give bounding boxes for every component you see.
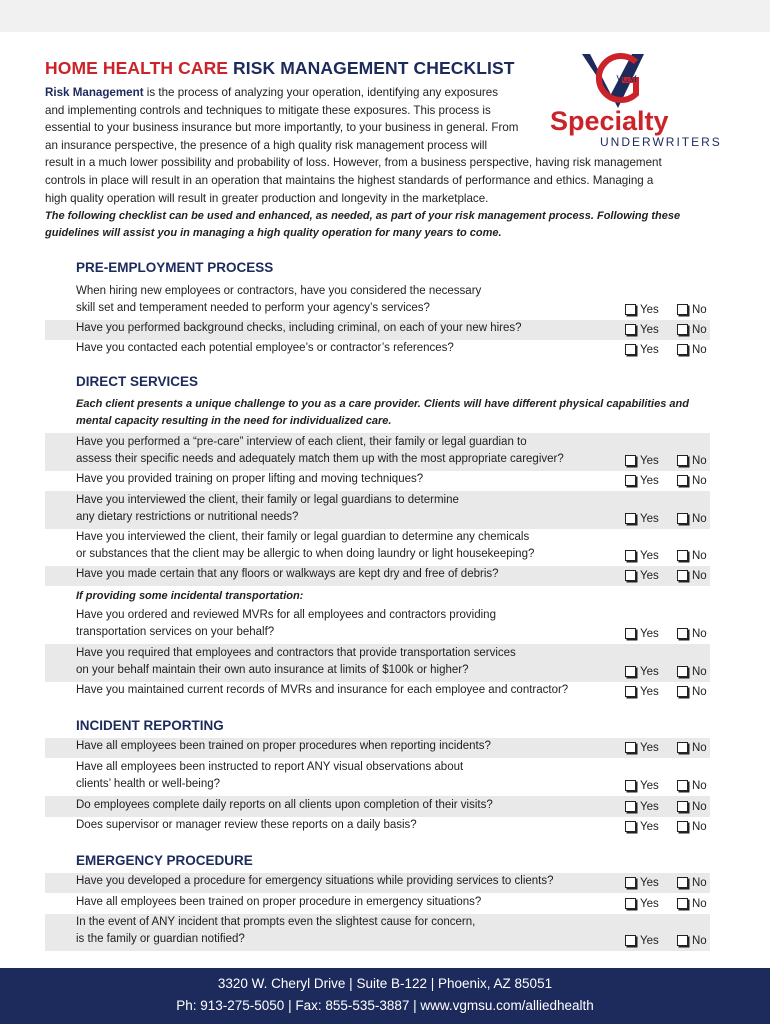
no-checkbox[interactable]: [677, 455, 688, 466]
yes-option[interactable]: Yes: [625, 933, 659, 948]
no-option[interactable]: No: [677, 740, 707, 755]
question-text: Have all employees been instructed to report ANY visual observations about clients’ health or well-being?: [76, 761, 464, 790]
no-option[interactable]: No: [677, 778, 707, 793]
title-rest: RISK MANAGEMENT CHECKLIST: [233, 58, 515, 78]
no-checkbox[interactable]: [677, 898, 688, 909]
no-option[interactable]: No: [677, 302, 707, 317]
question-text: Have you interviewed the client, their family or legal guardian to determine any chemicals or substances that the client may be allergic to when doing laundry or light housekeeping?: [76, 531, 535, 560]
no-option[interactable]: No: [677, 322, 707, 337]
no-checkbox[interactable]: [677, 666, 688, 677]
footer: [0, 968, 770, 1024]
yes-checkbox[interactable]: [625, 455, 636, 466]
no-checkbox[interactable]: [677, 821, 688, 832]
no-checkbox[interactable]: [677, 324, 688, 335]
question-text: Have you ordered and reviewed MVRs for all employees and contractors providing transportation services on your behalf?: [76, 609, 496, 638]
checklist-row: [45, 606, 710, 644]
no-option[interactable]: No: [677, 626, 707, 641]
yes-checkbox[interactable]: [625, 742, 636, 753]
yes-checkbox[interactable]: [625, 821, 636, 832]
no-checkbox[interactable]: [677, 570, 688, 581]
section-title-pre-employment: PRE-EMPLOYMENT PROCESS: [76, 260, 274, 275]
yes-option[interactable]: Yes: [625, 322, 659, 337]
yes-option[interactable]: Yes: [625, 511, 659, 526]
checklist-row: [45, 738, 710, 758]
footer-contact: Ph: 913-275-5050 | Fax: 855-535-3887 | www.vgmsu.com/alliedhealth: [176, 998, 594, 1013]
question-text: Have you developed a procedure for emergency situations while providing services to clients?: [76, 875, 554, 887]
page-title: [45, 58, 515, 79]
no-option[interactable]: No: [677, 342, 707, 357]
yes-option[interactable]: Yes: [625, 473, 659, 488]
question-text: Have you provided training on proper lifting and moving techniques?: [76, 473, 424, 485]
no-checkbox[interactable]: [677, 344, 688, 355]
yes-option[interactable]: Yes: [625, 684, 659, 699]
viewer-top-bar: [0, 0, 770, 32]
yes-option[interactable]: Yes: [625, 778, 659, 793]
yes-option[interactable]: Yes: [625, 740, 659, 755]
yes-checkbox[interactable]: [625, 686, 636, 697]
no-checkbox[interactable]: [677, 475, 688, 486]
intro-line: and implementing controls and techniques to mitigate these exposures. This process is: [45, 103, 491, 117]
no-checkbox[interactable]: [677, 550, 688, 561]
yes-checkbox[interactable]: [625, 898, 636, 909]
yes-checkbox[interactable]: [625, 475, 636, 486]
no-option[interactable]: No: [677, 511, 707, 526]
section-title-direct-services: DIRECT SERVICES: [76, 374, 199, 389]
no-checkbox[interactable]: [677, 742, 688, 753]
no-checkbox[interactable]: [677, 935, 688, 946]
no-option[interactable]: No: [677, 664, 707, 679]
direct-services-note: Each client presents a unique challenge to you as a care provider. Clients will have different physical capabilities and mental capacity resulting in the need for individualized care.: [76, 398, 689, 427]
yes-option[interactable]: Yes: [625, 799, 659, 814]
checklist-row: [45, 644, 710, 682]
question-text: Have you contacted each potential employee’s or contractor’s references?: [76, 342, 454, 354]
no-checkbox[interactable]: [677, 780, 688, 791]
yes-checkbox[interactable]: [625, 344, 636, 355]
no-option[interactable]: No: [677, 568, 707, 583]
yes-checkbox[interactable]: [625, 801, 636, 812]
yes-option[interactable]: Yes: [625, 453, 659, 468]
question-text: Do employees complete daily reports on all clients upon completion of their visits?: [76, 799, 493, 811]
yes-checkbox[interactable]: [625, 304, 636, 315]
question-text: Have you performed background checks, including criminal, on each of your new hires?: [76, 322, 522, 334]
no-option[interactable]: No: [677, 875, 707, 890]
intro-text: is the process of analyzing your operation, identifying any exposures: [143, 86, 499, 99]
yes-option[interactable]: Yes: [625, 875, 659, 890]
no-option[interactable]: No: [677, 896, 707, 911]
question-text: Have you interviewed the client, their family or legal guardians to determine any dietary restrictions or nutritional needs?: [76, 494, 459, 523]
yes-option[interactable]: Yes: [625, 568, 659, 583]
yes-option[interactable]: Yes: [625, 342, 659, 357]
intro-line: [45, 84, 710, 102]
intro-line: controls in place will result in an operation that maintains the highest standards of performance and ethics. Managing a: [45, 173, 654, 187]
no-option[interactable]: No: [677, 933, 707, 948]
no-option[interactable]: No: [677, 453, 707, 468]
section-title-emergency-procedure: EMERGENCY PROCEDURE: [76, 853, 253, 868]
intro-line: essential to your business insurance but more importantly, to your business in general. From: [45, 121, 519, 135]
yes-checkbox[interactable]: [625, 935, 636, 946]
logo-letters: VGM: [616, 74, 638, 84]
question-text: In the event of ANY incident that prompts even the slightest cause for concern, is the family or guardian notified?: [76, 916, 476, 945]
checklist-row: [45, 796, 710, 817]
checklist-row: [45, 340, 710, 360]
no-checkbox[interactable]: [677, 513, 688, 524]
yes-option[interactable]: Yes: [625, 302, 659, 317]
document-page: [0, 32, 770, 968]
question-text: When hiring new employees or contractors, have you considered the necessary skill set and temperament needed to perform your agency’s services?: [76, 285, 482, 314]
section-title-incident-reporting: INCIDENT REPORTING: [76, 718, 224, 733]
checklist-row: [45, 914, 710, 951]
checklist-row: [45, 471, 710, 491]
logo-name: Specialty: [550, 106, 669, 136]
no-option[interactable]: No: [677, 684, 707, 699]
yes-option[interactable]: Yes: [625, 664, 659, 679]
intro-line: an insurance perspective, the presence of a high quality risk management process will: [45, 138, 488, 152]
checklist-row: [45, 566, 710, 586]
footer-address: 3320 W. Cheryl Drive | Suite B-122 | Phoenix, AZ 85051: [217, 976, 553, 991]
question-text: Does supervisor or manager review these reports on a daily basis?: [76, 819, 417, 831]
question-text: Have all employees been trained on proper procedure in emergency situations?: [76, 896, 482, 908]
yes-checkbox[interactable]: [625, 550, 636, 561]
no-checkbox[interactable]: [677, 801, 688, 812]
yes-option[interactable]: Yes: [625, 819, 659, 834]
checklist-row: [45, 893, 710, 914]
checklist-row: [45, 491, 710, 529]
guidelines-line: guidelines will assist you in managing a high quality operation for many years to come.: [45, 227, 502, 239]
yes-checkbox[interactable]: [625, 513, 636, 524]
yes-checkbox[interactable]: [625, 324, 636, 335]
yes-checkbox[interactable]: [625, 570, 636, 581]
yes-checkbox[interactable]: [625, 780, 636, 791]
checklist-row: [45, 682, 710, 702]
intro-line: result in a much lower possibility and probability of loss. However, from a business perspective, having risk management: [45, 156, 662, 170]
checklist-row: [45, 817, 710, 837]
title-highlight: HOME HEALTH CARE: [45, 58, 229, 78]
checklist-row: [45, 529, 710, 566]
no-option[interactable]: No: [677, 473, 707, 488]
checklist-row: [45, 282, 710, 320]
checklist-row: [45, 873, 710, 893]
transportation-note: If providing some incidental transportation:: [76, 590, 304, 602]
yes-option[interactable]: Yes: [625, 626, 659, 641]
logo-sub: UNDERWRITERS: [600, 135, 722, 149]
yes-checkbox[interactable]: [625, 666, 636, 677]
no-checkbox[interactable]: [677, 628, 688, 639]
no-option[interactable]: No: [677, 548, 707, 563]
no-option[interactable]: No: [677, 819, 707, 834]
yes-option[interactable]: Yes: [625, 896, 659, 911]
yes-checkbox[interactable]: [625, 628, 636, 639]
question-text: Have you required that employees and contractors that provide transportation services on your behalf maintain their own auto insurance at limits of $100k or higher?: [76, 647, 516, 676]
no-option[interactable]: No: [677, 799, 707, 814]
checklist-row: [45, 758, 710, 796]
question-text: Have you performed a “pre-care” interview of each client, their family or legal guardian to assess their specific needs and adequately match them up with the most appropriate caregiver?: [76, 436, 564, 465]
checklist-row: [45, 320, 710, 340]
no-checkbox[interactable]: [677, 877, 688, 888]
guidelines-note: [45, 208, 710, 242]
yes-option[interactable]: Yes: [625, 548, 659, 563]
question-text: Have all employees been trained on proper procedures when reporting incidents?: [76, 740, 491, 752]
guidelines-line: The following checklist can be used and enhanced, as needed, as part of your risk management process. Following these: [45, 210, 681, 222]
checklist-row: [45, 433, 710, 471]
intro-paragraph: [45, 84, 710, 207]
no-checkbox[interactable]: [677, 686, 688, 697]
question-text: Have you made certain that any floors or walkways are kept dry and free of debris?: [76, 568, 499, 580]
yes-checkbox[interactable]: [625, 877, 636, 888]
question-text: Have you maintained current records of MVRs and insurance for each employee and contractor?: [76, 684, 569, 696]
no-checkbox[interactable]: [677, 304, 688, 315]
intro-lead: Risk Management: [45, 86, 144, 99]
intro-line: high quality operation will result in greater production and longevity in the marketplace.: [45, 191, 489, 205]
